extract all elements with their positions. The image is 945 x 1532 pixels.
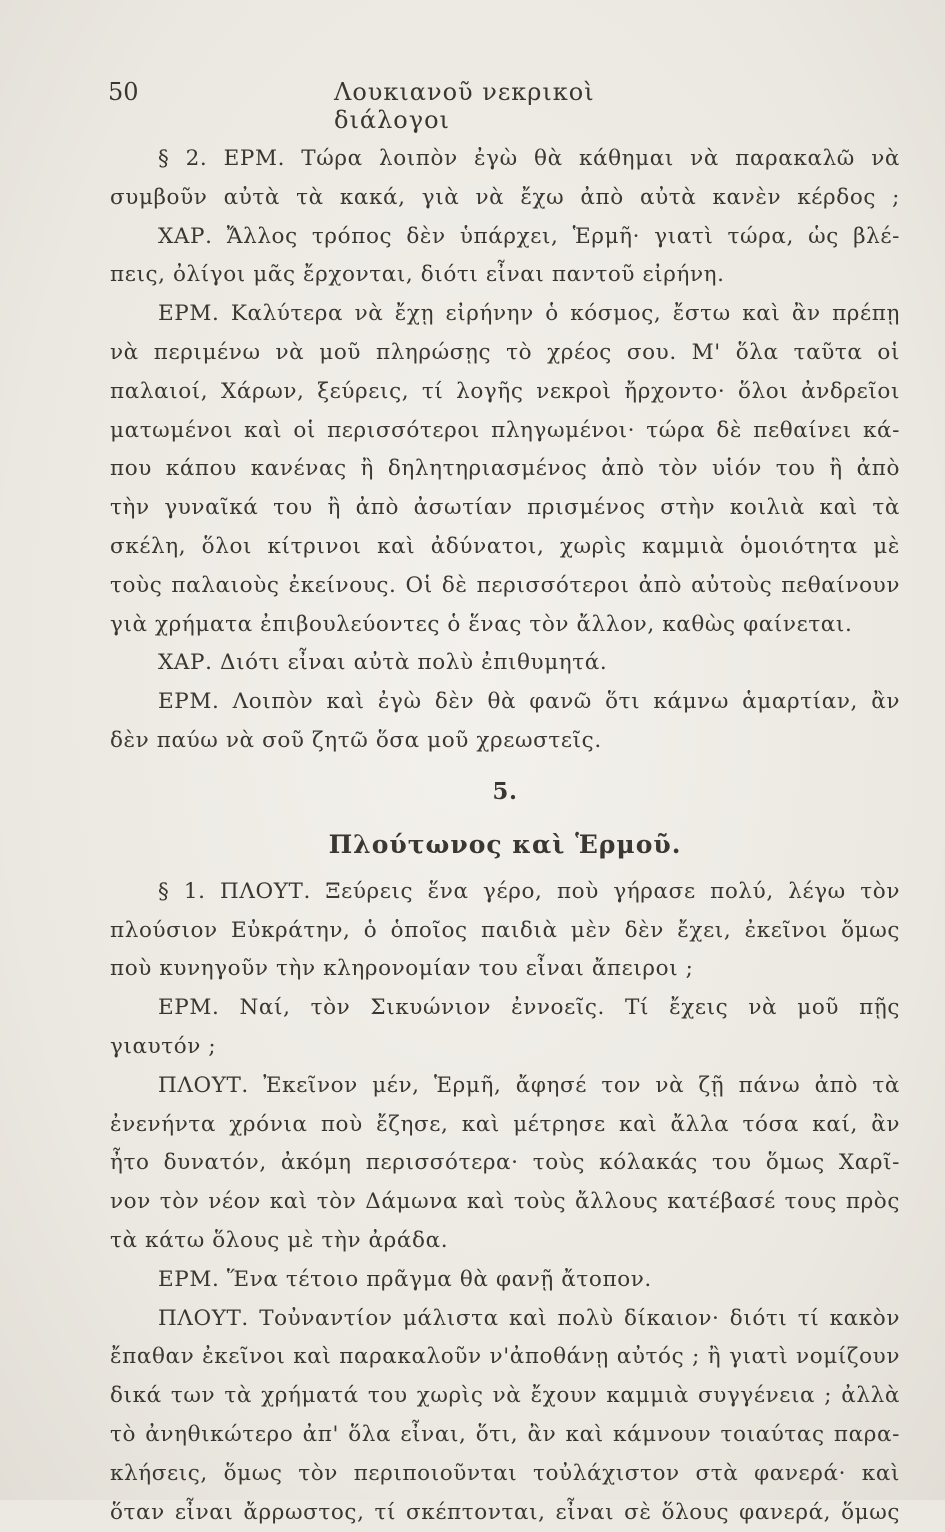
text-line: ἐνενήντα χρόνια ποὺ ἔζησε, καὶ μέτρησε καὶ ἄλλα τόσα καί, ἂν [110, 1106, 900, 1145]
page-body [110, 140, 900, 1532]
text-line: τοὺς παλαιοὺς ἐκείνους. Οἱ δὲ περισσότεροι ἀπὸ αὐτοὺς πεθαίνουν [110, 567, 900, 606]
page-number: 50 [108, 78, 139, 106]
text-line: συμβοῦν αὐτὰ τὰ κακά, γιὰ νὰ ἔχω ἀπὸ αὐτὰ κανὲν κέρδος ; [110, 179, 900, 218]
text-line: ΠΛΟΥΤ. Ἐκεῖνον μέν, Ἑρμῆ, ἄφησέ τον νὰ ζῇ πάνω ἀπὸ τὰ [110, 1067, 900, 1106]
text-line: ΕΡΜ. Λοιπὸν καὶ ἐγὼ δὲν θὰ φανῶ ὅτι κάμνω ἁμαρτίαν, ἂν [110, 683, 900, 722]
text-line: παλαιοί, Χάρων, ξεύρεις, τί λογῆς νεκροὶ ἤρχοντο· ὅλοι ἀνδρεῖοι [110, 373, 900, 412]
section-number: 5. [110, 767, 900, 817]
text-line: γιὰ χρήματα ἐπιβουλεύοντες ὁ ἕνας τὸν ἄλλον, καθὼς φαίνεται. [110, 606, 900, 645]
text-line: κλήσεις, ὅμως τὸν περιποιοῦνται τοὐλάχιστον στὰ φανερά· καὶ [110, 1455, 900, 1494]
page-header [108, 78, 708, 118]
text-line: ΧΑΡ. Διότι εἶναι αὐτὰ πολὺ ἐπιθυμητά. [110, 644, 900, 683]
text-line: ΕΡΜ. Καλύτερα νὰ ἔχῃ εἰρήνην ὁ κόσμος, ἔστω καὶ ἂν πρέπῃ [110, 295, 900, 334]
text-line: ποὺ κυνηγοῦν τὴν κληρονομίαν του εἶναι ἄπειροι ; [110, 950, 900, 989]
text-line: τὸ ἀνηθικώτερο ἀπ' ὅλα εἶναι, ὅτι, ἂν καὶ κάμνουν τοιαύτας παρα- [110, 1416, 900, 1455]
text-line: § 1. ΠΛΟΥΤ. Ξεύρεις ἕνα γέρο, ποὺ γήρασε πολύ, λέγω τὸν [110, 873, 900, 912]
text-line: πλούσιον Εὐκράτην, ὁ ὁποῖος παιδιὰ μὲν δὲν ἔχει, ἐκεῖνοι ὅμως [110, 912, 900, 951]
text-line: ΧΑΡ. Ἄλλος τρόπος δὲν ὑπάρχει, Ἑρμῆ· γιατὶ τώρα, ὡς βλέ- [110, 218, 900, 257]
text-line: ματωμένοι καὶ οἱ περισσότεροι πληγωμένοι· τώρα δὲ πεθαίνει κά- [110, 412, 900, 451]
text-line: ΕΡΜ. Ἕνα τέτοιο πρᾶγμα θὰ φανῇ ἄτοπον. [110, 1261, 900, 1300]
text-line: ἦτο δυνατόν, ἀκόμη περισσότερα· τοὺς κόλακάς του ὅμως Χαρῖ- [110, 1144, 900, 1183]
text-line: νὰ περιμένω νὰ μοῦ πληρώσῃς τὸ χρέος σου. Μ' ὅλα ταῦτα οἱ [110, 334, 900, 373]
text-line: που κάπου κανένας ἢ δηλητηριασμένος ἀπὸ τὸν υἱόν του ἢ ἀπὸ [110, 450, 900, 489]
text-line: § 2. ΕΡΜ. Τώρα λοιπὸν ἐγὼ θὰ κάθημαι νὰ παρακαλῶ νὰ [110, 140, 900, 179]
text-line: ΕΡΜ. Ναί, τὸν Σικυώνιον ἐννοεῖς. Τί ἔχεις νὰ μοῦ πῇς [110, 989, 900, 1028]
text-line: τὰ κάτω ὅλους μὲ τὴν ἀράδα. [110, 1222, 900, 1261]
text-line: ὅταν εἶναι ἄρρωστος, τί σκέπτονται, εἶναι σὲ ὅλους φανερά, ὅμως [110, 1494, 900, 1532]
text-line: σκέλη, ὅλοι κίτρινοι καὶ ἀδύνατοι, χωρὶς καμμιὰ ὁμοιότητα μὲ [110, 528, 900, 567]
running-title: Λουκιανοῦ νεκρικοὶ διάλογοι [334, 78, 708, 134]
text-line: ΠΛΟΥΤ. Τοὐναντίον μάλιστα καὶ πολὺ δίκαιον· διότι τί κακὸν [110, 1300, 900, 1339]
text-line: νον τὸν νέον καὶ τὸν Δάμωνα καὶ τοὺς ἄλλους κατέβασέ τους πρὸς [110, 1183, 900, 1222]
text-line: δὲν παύω νὰ σοῦ ζητῶ ὅσα μοῦ χρεωστεῖς. [110, 722, 900, 761]
text-line: γιαυτόν ; [110, 1028, 900, 1067]
text-line: δικά των τὰ χρήματά του χωρὶς νὰ ἔχουν καμμιὰ συγγένεια ; ἀλλὰ [110, 1377, 900, 1416]
text-line: ἔπαθαν ἐκεῖνοι καὶ παρακαλοῦν ν'ἀποθάνῃ αὐτός ; ἢ γιατὶ νομίζουν [110, 1338, 900, 1377]
text-line: τὴν γυναῖκά του ἢ ἀπὸ ἀσωτίαν πρισμένος στὴν κοιλιὰ καὶ τὰ [110, 489, 900, 528]
section-heading: Πλούτωνος καὶ Ἑρμοῦ. [110, 817, 900, 873]
text-line: πεις, ὀλίγοι μᾶς ἔρχονται, διότι εἶναι παντοῦ εἰρήνη. [110, 256, 900, 295]
